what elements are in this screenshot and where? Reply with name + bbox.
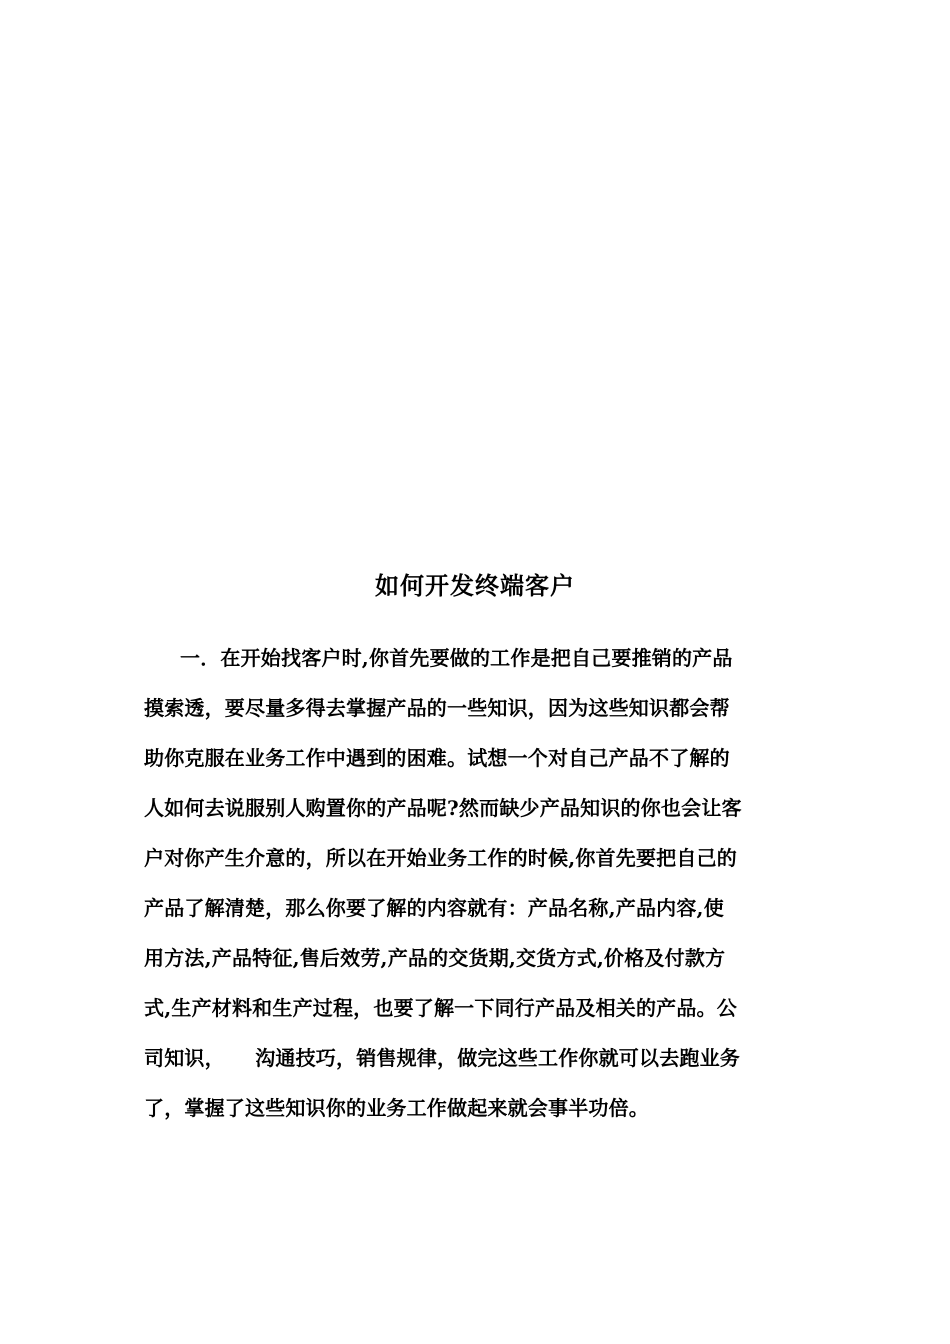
- paragraph-line: 户对你产生介意的，所以在开始业务工作的时候,你首先要把自己的: [144, 846, 737, 870]
- document-body: [144, 640, 824, 1140]
- paragraph-line: 助你克服在业务工作中遇到的困难。试想一个对自己产品不了解的: [144, 746, 730, 770]
- paragraph-line: 式,生产材料和生产过程，也要了解一下同行产品及相关的产品。公: [144, 996, 737, 1020]
- paragraph-line: 了，掌握了这些知识你的业务工作做起来就会事半功倍。: [144, 1096, 649, 1120]
- paragraph-line: 摸索透，要尽量多得去掌握产品的一些知识，因为这些知识都会帮: [144, 696, 730, 720]
- paragraph-line: 人如何去说服别人购置你的产品呢?然而缺少产品知识的你也会让客: [144, 796, 742, 820]
- paragraph-line: 一．在开始找客户时,你首先要做的工作是把自己要推销的产品: [180, 646, 733, 670]
- document-title: 如何开发终端客户: [375, 571, 575, 600]
- paragraph-line: 产品了解清楚，那么你要了解的内容就有：产品名称,产品内容,使: [144, 896, 724, 920]
- paragraph-line: 用方法,产品特征,售后效劳,产品的交货期,交货方式,价格及付款方: [144, 946, 726, 970]
- paragraph-line: 司知识， 沟通技巧，销售规律，做完这些工作你就可以去跑业务: [144, 1046, 740, 1070]
